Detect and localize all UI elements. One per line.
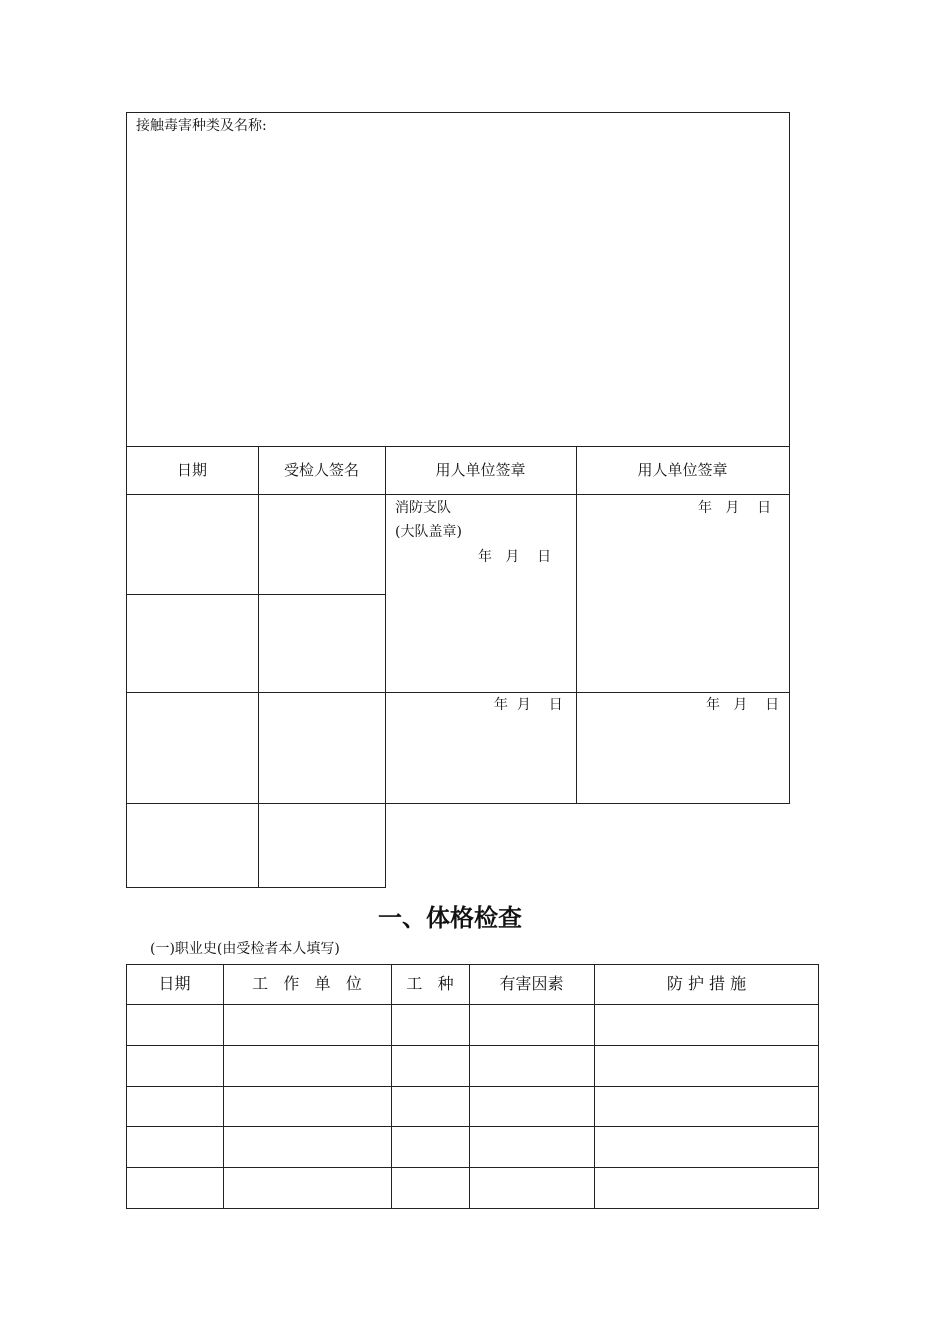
header-row-top	[126, 446, 790, 447]
table-border-left	[126, 112, 127, 888]
history-row-line	[126, 1045, 819, 1046]
header-employer-seal-2: 用人单位签章	[637, 461, 728, 479]
history-header-date: 日期	[158, 974, 191, 993]
table-border-right	[789, 112, 790, 803]
col-divider-1	[258, 446, 259, 888]
brigade-seal-label: (大队盖章)	[395, 524, 462, 540]
fire-unit-label: 消防支队	[395, 500, 451, 516]
header-examinee-signature: 受检人签名	[283, 461, 359, 479]
history-header-protection: 防 护 措 施	[666, 974, 747, 993]
date-stamp-1: 年 月 日	[478, 549, 552, 565]
section-title: 一、体格检查	[378, 904, 522, 932]
col-divider-3	[576, 446, 577, 803]
row-line-2	[126, 692, 790, 693]
header-row-bottom	[126, 494, 790, 495]
exposure-label: 接触毒害种类及名称:	[136, 118, 267, 134]
date-stamp-2: 年 月 日	[698, 500, 772, 516]
row-line-1	[126, 594, 385, 595]
header-employer-seal: 用人单位签章	[435, 461, 526, 479]
row-line-3	[126, 803, 790, 804]
history-row-line	[126, 1086, 819, 1087]
history-header-workplace: 工 作 单 位	[252, 974, 362, 993]
header-date: 日期	[176, 461, 207, 479]
history-row-line	[126, 1004, 819, 1005]
date-stamp-3: 年 月 日	[494, 697, 563, 713]
subsection-title: (一)职业史(由受检者本人填写)	[150, 941, 340, 957]
date-stamp-4: 年 月 日	[706, 697, 780, 713]
history-header-hazards: 有害因素	[499, 974, 564, 993]
col-divider-2	[385, 446, 386, 888]
history-header-job-type: 工 种	[406, 974, 454, 993]
history-row-line	[126, 1167, 819, 1168]
table-border-top	[126, 112, 790, 113]
history-row-line	[126, 1126, 819, 1127]
row-line-4	[126, 887, 385, 888]
